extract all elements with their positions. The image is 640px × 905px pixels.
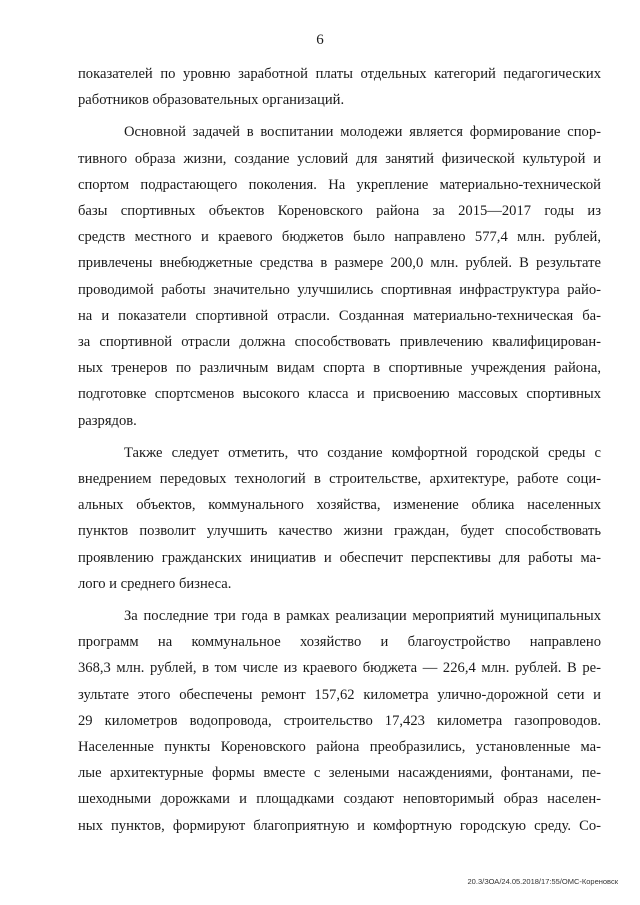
page-number: 6	[316, 32, 324, 48]
paragraph	[78, 440, 601, 597]
text-line: пунктов позволит улучшить качество жизни граждан, будет способствовать	[78, 523, 601, 540]
text-line: лые архитектурные формы вместе с зелеными насаждениями, фонтанами, пе-	[78, 765, 601, 782]
text-line: показателей по уровню заработной платы отдельных категорий педагогических	[78, 66, 601, 82]
text-line: ных тренеров по различным видам спорта в спортивные учреждения района,	[78, 360, 601, 377]
paragraph	[78, 603, 601, 839]
text-line: внедрением передовых технологий в строительстве, архитектуре, работе соци-	[78, 471, 601, 488]
text-line: привлечены внебюджетные средства в размере 200,0 млн. рублей. В результате	[78, 255, 601, 272]
text-line: за спортивной отрасли должна способствовать привлечению квалифицирован-	[78, 334, 601, 351]
text-line: на и показатели спортивной отрасли. Созданная материально-техническая ба-	[78, 307, 601, 324]
text-line: спортом подрастающего поколения. На укрепление материально-технической	[78, 176, 601, 193]
text-line: проводимой работы значительно улучшились спортивная инфраструктура райо-	[78, 281, 601, 298]
text-line: 368,3 млн. рублей, в том числе из краевого бюджета — 226,4 млн. рублей. В ре-	[78, 660, 601, 677]
text-line: Также следует отметить, что создание комфортной городской среды с	[124, 444, 601, 461]
text-line: средств местного и краевого бюджетов было направлено 577,4 млн. рублей,	[78, 229, 601, 246]
footer-stamp: 20.3/ЗОА/24.05.2018/17:55/ОМС-Кореновск	[467, 877, 618, 886]
text-line: базы спортивных объектов Кореновского района за 2015—2017 годы из	[78, 203, 601, 220]
text-line: шеходными дорожками и площадками создают неповторимый образ населен-	[78, 791, 601, 808]
text-line: За последние три года в рамках реализации мероприятий муниципальных	[124, 608, 601, 625]
text-line: программ на коммунальное хозяйство и благоустройство направлено	[78, 634, 601, 651]
text-line: работников образовательных организаций.	[78, 92, 345, 109]
text-line: зультате этого обеспечены ремонт 157,62 километра улично-дорожной сети и	[78, 686, 601, 703]
text-line: подготовке спортсменов высокого класса и присвоению массовых спортивных	[78, 386, 601, 403]
text-line: Основной задачей в воспитании молодежи является формирование спор-	[124, 124, 601, 141]
document-body	[78, 61, 601, 839]
text-line: Населенные пункты Кореновского района преобразились, установленные ма-	[78, 739, 601, 756]
text-line: ных пунктов, формируют благоприятную и комфортную городскую среду. Со-	[78, 817, 601, 834]
paragraph	[78, 119, 601, 433]
text-line: проявлению гражданских инициатив и обеспечит перспективы для работы ма-	[78, 549, 601, 566]
text-line: тивного образа жизни, создание условий для занятий физической культурой и	[78, 150, 601, 167]
text-line: лого и среднего бизнеса.	[78, 575, 232, 592]
text-line: разрядов.	[78, 412, 137, 429]
text-line: альных объектов, коммунального хозяйства, изменение облика населенных	[78, 497, 601, 514]
paragraph	[78, 61, 601, 113]
text-line: 29 километров водопровода, строительство 17,423 километра газопроводов.	[78, 712, 601, 729]
